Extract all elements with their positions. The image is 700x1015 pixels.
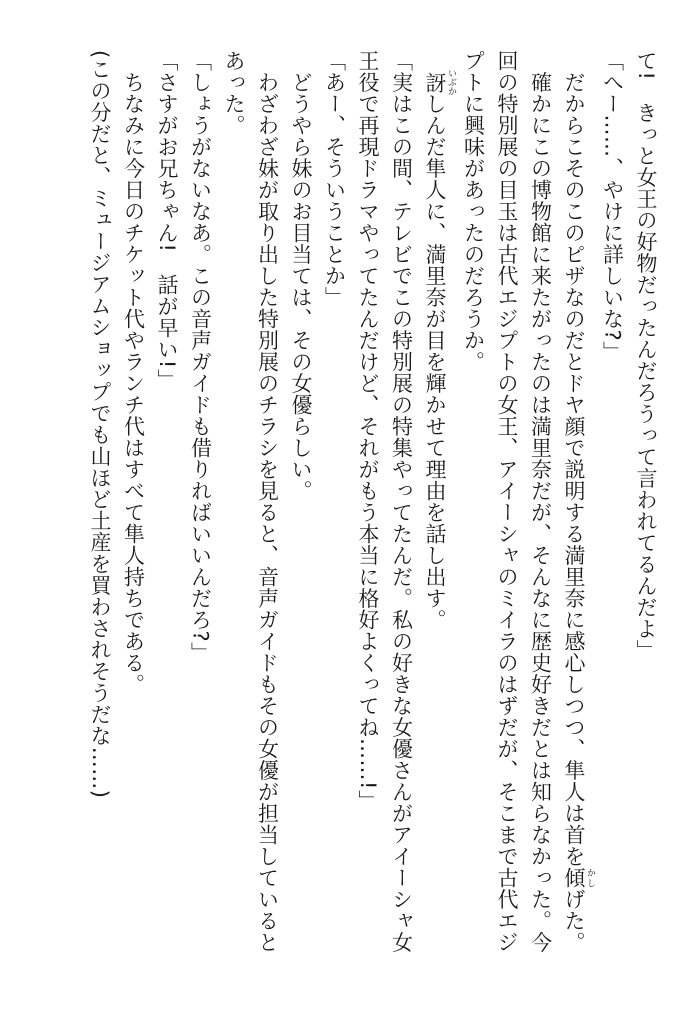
- text-line-5: 回の特別展の目玉は古代エジプトの女王、アイーシャのミイラのはずだが、そこまで古代エジ: [495, 50, 519, 953]
- text-line-2: 「へー……、やけに詳しいな?」: [600, 50, 625, 363]
- text-line-9: 王役で再現ドラマやってたんだけど、それがもう本当に格好よくってね……!」: [356, 50, 380, 812]
- text-line-16: ちなみに今日のチケット代やランチ代はすべて隼人持ちである。: [121, 50, 146, 695]
- text-line-8: 「実はこの間、テレビでこの特別展の特集やってたんだ。私の好きな女優さんがアイーシャ女: [389, 50, 414, 953]
- text-line-11: どうやら妹のお目当ては、その女優らしい。: [289, 50, 313, 502]
- text-line-14: 「しょうがないなあ。この音声ガイドも借りればいいんだろ?」: [188, 50, 213, 664]
- text-line-1: て! きっと女王の好物だったんだろうって言われてるんだよ」: [634, 50, 658, 661]
- text-line-7: [418, 50, 457, 980]
- ruby-ibukashinda-base: 訝: [423, 68, 447, 96]
- ruby-katageta-base: 傾: [562, 867, 586, 889]
- text-line-12: わざわざ妹が取り出した特別展のチラシを見ると、音声ガイドもその女優が担当していると: [255, 50, 280, 953]
- text-line-6: プトに興味があったのだろうか。: [461, 50, 486, 373]
- text-line-13: あった。: [222, 50, 246, 136]
- vertical-text-body: [83, 50, 663, 980]
- text-line-7-body: しんだ隼人に、満里奈が目を輝かせて理由を話し出す。: [423, 93, 447, 631]
- ruby-katageta: [562, 867, 595, 889]
- text-line-3-body: だからこそのこのピザなのだとドヤ顔で説明する満里奈に感心しつつ、隼人は首を: [562, 50, 586, 867]
- text-line-10: 「あー、そういうことか」: [322, 50, 347, 308]
- text-line-3: [557, 50, 596, 980]
- ruby-ibukashinda-reading: いぶか: [446, 68, 456, 96]
- text-line-4: 確かにこの博物館に来たがったのは満里奈だが、そんなに歴史好きだとは知らなかった。今: [528, 50, 553, 953]
- ruby-katageta-reading: かし: [585, 867, 595, 889]
- ruby-ibukashinda: [423, 68, 456, 96]
- text-line-3-tail: げた。: [562, 888, 586, 953]
- text-line-17: (この分だと、ミュージアムショップでも山ほど土産を買わされそうだな……): [88, 50, 112, 799]
- text-line-15: 「さすがお兄ちゃん! 話が早い!」: [155, 50, 179, 391]
